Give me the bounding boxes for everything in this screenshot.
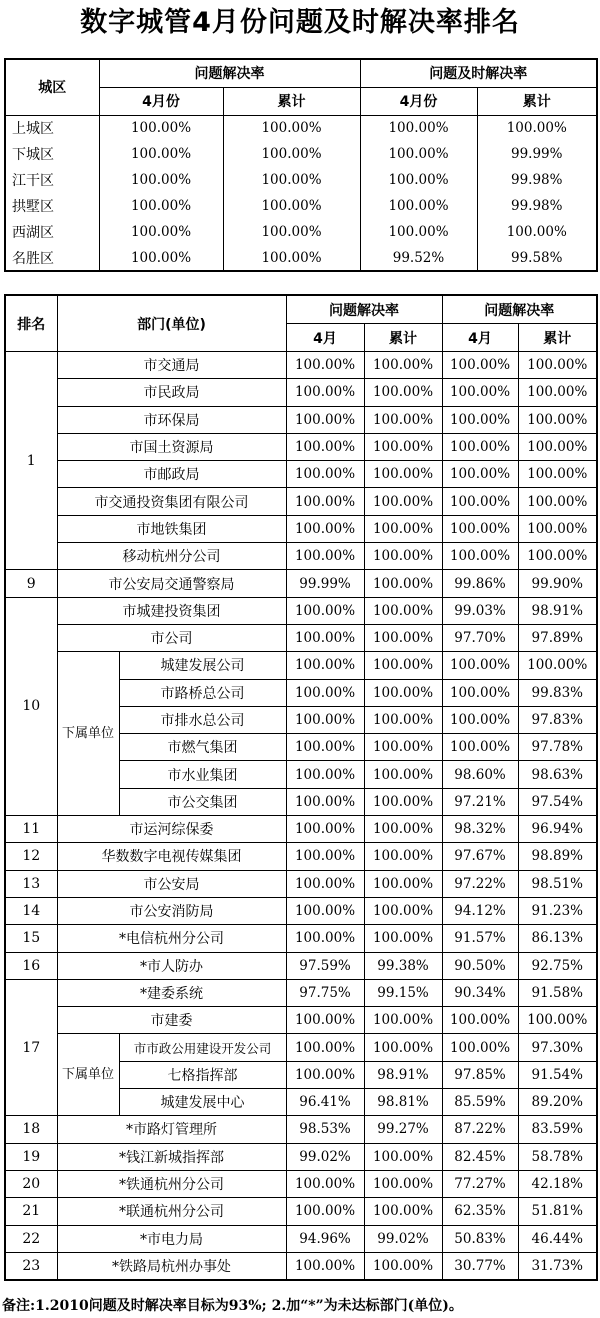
rate-cell: 99.03% [442, 597, 518, 624]
district-name: 江干区 [5, 167, 99, 193]
rate-cell: 100.00% [99, 115, 223, 141]
department-name: 市公司 [57, 624, 286, 651]
rank-cell: 12 [5, 843, 57, 870]
header-cumulative: 累计 [364, 324, 442, 352]
rate-cell: 100.00% [286, 543, 364, 570]
rate-cell: 100.00% [442, 406, 518, 433]
rate-cell: 98.91% [364, 1061, 442, 1088]
table-row [5, 1252, 597, 1279]
rate-cell: 100.00% [360, 167, 477, 193]
rate-cell: 100.00% [364, 515, 442, 542]
rate-cell: 98.32% [442, 816, 518, 843]
department-name: 市公交集团 [119, 788, 286, 815]
rate-cell: 100.00% [99, 167, 223, 193]
rate-cell: 98.89% [518, 843, 597, 870]
rate-cell: 99.90% [518, 570, 597, 597]
department-name: 市公安局 [57, 870, 286, 897]
rate-cell: 100.00% [518, 379, 597, 406]
rate-cell: 100.00% [286, 1034, 364, 1061]
rate-cell: 100.00% [223, 193, 360, 219]
rate-cell: 100.00% [442, 379, 518, 406]
rate-cell: 100.00% [286, 1061, 364, 1088]
header-department: 部门(单位) [57, 295, 286, 352]
rate-cell: 100.00% [286, 734, 364, 761]
table-row [5, 652, 597, 679]
rate-cell: 30.77% [442, 1252, 518, 1279]
department-name: *市人防办 [57, 952, 286, 979]
table-row [5, 925, 597, 952]
rate-cell: 100.00% [99, 193, 223, 219]
rate-cell: 98.60% [442, 761, 518, 788]
rank-cell: 10 [5, 597, 57, 815]
rate-cell: 87.22% [442, 1116, 518, 1143]
rate-cell: 99.98% [477, 193, 597, 219]
rate-cell: 42.18% [518, 1170, 597, 1197]
header-resolution-rate: 问题解决率 [99, 59, 360, 87]
rate-cell: 100.00% [364, 1170, 442, 1197]
page-title: 数字城管4月份问题及时解决率排名 [80, 7, 520, 38]
rate-cell: 97.21% [442, 788, 518, 815]
rate-cell: 100.00% [99, 245, 223, 271]
rank-cell: 21 [5, 1198, 57, 1225]
rate-cell: 100.00% [360, 115, 477, 141]
rate-cell: 100.00% [286, 406, 364, 433]
header-cumulative: 累计 [477, 87, 597, 115]
district-name: 上城区 [5, 115, 99, 141]
rate-cell: 100.00% [360, 141, 477, 167]
rate-cell: 97.78% [518, 734, 597, 761]
header-april: 4月 [286, 324, 364, 352]
rate-cell: 100.00% [442, 352, 518, 379]
rate-cell: 100.00% [223, 219, 360, 245]
rate-cell: 98.63% [518, 761, 597, 788]
rate-cell: 99.02% [286, 1143, 364, 1170]
rate-cell: 100.00% [286, 1007, 364, 1034]
rate-cell: 100.00% [477, 115, 597, 141]
table-row [5, 245, 597, 271]
rate-cell: 97.67% [442, 843, 518, 870]
department-name: 市交通投资集团有限公司 [57, 488, 286, 515]
rank-cell: 18 [5, 1116, 57, 1143]
rate-cell: 99.38% [364, 952, 442, 979]
header-rank: 排名 [5, 295, 57, 352]
rate-cell: 100.00% [442, 1007, 518, 1034]
table-row [5, 1116, 597, 1143]
rate-cell: 100.00% [364, 734, 442, 761]
table-row [5, 543, 597, 570]
rank-cell: 9 [5, 570, 57, 597]
rate-cell: 100.00% [223, 141, 360, 167]
rate-cell: 100.00% [364, 816, 442, 843]
rate-cell: 100.00% [364, 761, 442, 788]
rate-cell: 58.78% [518, 1143, 597, 1170]
header-cumulative: 累计 [223, 87, 360, 115]
rate-cell: 100.00% [364, 433, 442, 460]
table-row [5, 219, 597, 245]
district-name: 西湖区 [5, 219, 99, 245]
rate-cell: 91.58% [518, 979, 597, 1006]
department-name: 市交通局 [57, 352, 286, 379]
rate-cell: 100.00% [223, 167, 360, 193]
rank-cell: 19 [5, 1143, 57, 1170]
rate-cell: 100.00% [442, 706, 518, 733]
rate-cell: 98.91% [518, 597, 597, 624]
rate-cell: 90.34% [442, 979, 518, 1006]
rate-cell: 91.57% [442, 925, 518, 952]
table-row [5, 897, 597, 924]
department-name: 市排水总公司 [119, 706, 286, 733]
table-row [5, 1034, 597, 1061]
rate-cell: 100.00% [286, 870, 364, 897]
rate-cell: 100.00% [364, 597, 442, 624]
department-name: *铁通杭州分公司 [57, 1170, 286, 1197]
rank-cell: 17 [5, 979, 57, 1115]
department-name: 市路桥总公司 [119, 679, 286, 706]
header-april: 4月份 [360, 87, 477, 115]
rate-cell: 100.00% [364, 897, 442, 924]
rate-cell: 96.94% [518, 816, 597, 843]
rate-cell: 100.00% [442, 515, 518, 542]
table-row [5, 1198, 597, 1225]
rate-cell: 31.73% [518, 1252, 597, 1279]
rate-cell: 99.58% [477, 245, 597, 271]
rate-cell: 99.98% [477, 167, 597, 193]
department-name: 市国土资源局 [57, 433, 286, 460]
rate-cell: 100.00% [286, 679, 364, 706]
header-resolution-rate-2: 问题解决率 [442, 295, 597, 324]
rate-cell: 100.00% [286, 788, 364, 815]
rate-cell: 94.96% [286, 1225, 364, 1252]
rate-cell: 82.45% [442, 1143, 518, 1170]
rate-cell: 100.00% [364, 788, 442, 815]
header-april: 4月 [442, 324, 518, 352]
rate-cell: 100.00% [99, 141, 223, 167]
rate-cell: 99.99% [286, 570, 364, 597]
rate-cell: 100.00% [286, 706, 364, 733]
rate-cell: 100.00% [442, 488, 518, 515]
rate-cell: 100.00% [286, 897, 364, 924]
department-name: 市城建投资集团 [57, 597, 286, 624]
footnote: 备注:1.2010问题及时解决率目标为93%; 2.加“*”为未达标部门(单位)。 [2, 1298, 463, 1314]
rank-cell: 14 [5, 897, 57, 924]
department-table [4, 294, 598, 1281]
table-row [5, 1143, 597, 1170]
rate-cell: 100.00% [442, 461, 518, 488]
rate-cell: 100.00% [364, 706, 442, 733]
header-timely-resolution-rate: 问题及时解决率 [360, 59, 597, 87]
rate-cell: 100.00% [286, 352, 364, 379]
rate-cell: 100.00% [286, 597, 364, 624]
rate-cell: 99.86% [442, 570, 518, 597]
department-name: 七格指挥部 [119, 1061, 286, 1088]
rate-cell: 83.59% [518, 1116, 597, 1143]
table-row [5, 515, 597, 542]
department-name: *建委系统 [57, 979, 286, 1006]
table-row [5, 352, 597, 379]
department-name: 市公安消防局 [57, 897, 286, 924]
rate-cell: 100.00% [364, 843, 442, 870]
rate-cell: 100.00% [364, 925, 442, 952]
table-row [5, 406, 597, 433]
table-row [5, 433, 597, 460]
rate-cell: 100.00% [477, 219, 597, 245]
rate-cell: 91.54% [518, 1061, 597, 1088]
rate-cell: 100.00% [364, 1198, 442, 1225]
district-table [4, 58, 598, 272]
department-name: *电信杭州分公司 [57, 925, 286, 952]
rate-cell: 62.35% [442, 1198, 518, 1225]
rate-cell: 94.12% [442, 897, 518, 924]
header-cumulative: 累计 [518, 324, 597, 352]
rate-cell: 100.00% [364, 870, 442, 897]
rate-cell: 46.44% [518, 1225, 597, 1252]
rate-cell: 100.00% [286, 761, 364, 788]
table-row [5, 1170, 597, 1197]
rate-cell: 100.00% [364, 679, 442, 706]
rate-cell: 77.27% [442, 1170, 518, 1197]
rate-cell: 97.83% [518, 706, 597, 733]
rate-cell: 100.00% [360, 219, 477, 245]
district-name: 拱墅区 [5, 193, 99, 219]
rate-cell: 89.20% [518, 1089, 597, 1116]
department-name: 市水业集团 [119, 761, 286, 788]
rate-cell: 50.83% [442, 1225, 518, 1252]
department-name: *联通杭州分公司 [57, 1198, 286, 1225]
rate-cell: 96.41% [286, 1089, 364, 1116]
department-name: 市建委 [57, 1007, 286, 1034]
subordinate-units-label: 下属单位 [57, 1034, 119, 1116]
rank-cell: 15 [5, 925, 57, 952]
rate-cell: 92.75% [518, 952, 597, 979]
rate-cell: 100.00% [223, 115, 360, 141]
rank-cell: 23 [5, 1252, 57, 1279]
department-name: *铁路局杭州办事处 [57, 1252, 286, 1279]
rate-cell: 100.00% [364, 352, 442, 379]
district-name: 名胜区 [5, 245, 99, 271]
rank-cell: 13 [5, 870, 57, 897]
rank-cell: 16 [5, 952, 57, 979]
rate-cell: 100.00% [364, 543, 442, 570]
table-row [5, 1225, 597, 1252]
rate-cell: 100.00% [364, 624, 442, 651]
rate-cell: 100.00% [364, 1034, 442, 1061]
rate-cell: 100.00% [364, 1143, 442, 1170]
table-row [5, 488, 597, 515]
department-name: *市电力局 [57, 1225, 286, 1252]
rate-cell: 100.00% [518, 1007, 597, 1034]
rate-cell: 97.70% [442, 624, 518, 651]
department-name: *钱江新城指挥部 [57, 1143, 286, 1170]
table-row [5, 1007, 597, 1034]
department-name: 市公安局交通警察局 [57, 570, 286, 597]
rate-cell: 86.13% [518, 925, 597, 952]
rate-cell: 100.00% [286, 515, 364, 542]
table-row [5, 115, 597, 141]
department-name: 城建发展中心 [119, 1089, 286, 1116]
rate-cell: 100.00% [360, 193, 477, 219]
rate-cell: 100.00% [442, 433, 518, 460]
rate-cell: 100.00% [518, 406, 597, 433]
rate-cell: 97.59% [286, 952, 364, 979]
rank-cell: 1 [5, 352, 57, 570]
rate-cell: 97.22% [442, 870, 518, 897]
table-row [5, 952, 597, 979]
rate-cell: 99.99% [477, 141, 597, 167]
department-name: 市燃气集团 [119, 734, 286, 761]
rate-cell: 97.85% [442, 1061, 518, 1088]
rate-cell: 100.00% [442, 543, 518, 570]
rate-cell: 97.75% [286, 979, 364, 1006]
rate-cell: 100.00% [286, 488, 364, 515]
rate-cell: 100.00% [286, 1198, 364, 1225]
header-resolution-rate: 问题解决率 [286, 295, 442, 324]
rate-cell: 97.89% [518, 624, 597, 651]
rate-cell: 100.00% [518, 543, 597, 570]
rate-cell: 99.15% [364, 979, 442, 1006]
rank-cell: 22 [5, 1225, 57, 1252]
rank-cell: 11 [5, 816, 57, 843]
rate-cell: 98.81% [364, 1089, 442, 1116]
rate-cell: 99.52% [360, 245, 477, 271]
department-name: 华数数字电视传媒集团 [57, 843, 286, 870]
table-row [5, 379, 597, 406]
rate-cell: 91.23% [518, 897, 597, 924]
rate-cell: 97.54% [518, 788, 597, 815]
rate-cell: 100.00% [364, 461, 442, 488]
department-name: 市邮政局 [57, 461, 286, 488]
department-name: 市民政局 [57, 379, 286, 406]
rate-cell: 100.00% [364, 1007, 442, 1034]
table-row [5, 979, 597, 1006]
rate-cell: 100.00% [518, 652, 597, 679]
rate-cell: 100.00% [286, 1170, 364, 1197]
department-name: *市路灯管理所 [57, 1116, 286, 1143]
table-row [5, 870, 597, 897]
table-row [5, 624, 597, 651]
rate-cell: 98.53% [286, 1116, 364, 1143]
department-name: 移动杭州分公司 [57, 543, 286, 570]
rate-cell: 100.00% [518, 352, 597, 379]
subordinate-units-label: 下属单位 [57, 652, 119, 816]
rate-cell: 100.00% [99, 219, 223, 245]
rate-cell: 100.00% [286, 925, 364, 952]
rate-cell: 100.00% [364, 379, 442, 406]
department-name: 市运河综保委 [57, 816, 286, 843]
rate-cell: 100.00% [442, 1034, 518, 1061]
table-row [5, 570, 597, 597]
rate-cell: 100.00% [286, 433, 364, 460]
rate-cell: 99.27% [364, 1116, 442, 1143]
header-district: 城区 [5, 59, 99, 115]
table-row [5, 461, 597, 488]
rate-cell: 100.00% [442, 734, 518, 761]
department-name: 城建发展公司 [119, 652, 286, 679]
district-name: 下城区 [5, 141, 99, 167]
rank-cell: 20 [5, 1170, 57, 1197]
rate-cell: 90.50% [442, 952, 518, 979]
rate-cell: 100.00% [223, 245, 360, 271]
table-row [5, 167, 597, 193]
rate-cell: 100.00% [442, 652, 518, 679]
rate-cell: 97.30% [518, 1034, 597, 1061]
rate-cell: 100.00% [286, 461, 364, 488]
rate-cell: 100.00% [286, 652, 364, 679]
rate-cell: 51.81% [518, 1198, 597, 1225]
rate-cell: 100.00% [364, 1252, 442, 1279]
department-name: 市环保局 [57, 406, 286, 433]
rate-cell: 99.83% [518, 679, 597, 706]
table-row [5, 193, 597, 219]
rate-cell: 100.00% [442, 679, 518, 706]
rate-cell: 100.00% [364, 570, 442, 597]
rate-cell: 100.00% [518, 515, 597, 542]
header-april: 4月份 [99, 87, 223, 115]
table-row [5, 597, 597, 624]
rate-cell: 85.59% [442, 1089, 518, 1116]
table-row [5, 816, 597, 843]
table-row [5, 843, 597, 870]
rate-cell: 100.00% [518, 488, 597, 515]
rate-cell: 99.02% [364, 1225, 442, 1252]
rate-cell: 100.00% [364, 488, 442, 515]
table-row [5, 141, 597, 167]
rate-cell: 100.00% [364, 406, 442, 433]
rate-cell: 100.00% [286, 843, 364, 870]
rate-cell: 100.00% [364, 652, 442, 679]
department-name: 市地铁集团 [57, 515, 286, 542]
rate-cell: 98.51% [518, 870, 597, 897]
rate-cell: 100.00% [286, 816, 364, 843]
rate-cell: 100.00% [518, 461, 597, 488]
rate-cell: 100.00% [286, 379, 364, 406]
rate-cell: 100.00% [286, 624, 364, 651]
department-name: 市市政公用建设开发公司 [119, 1034, 286, 1061]
rate-cell: 100.00% [286, 1252, 364, 1279]
rate-cell: 100.00% [518, 433, 597, 460]
